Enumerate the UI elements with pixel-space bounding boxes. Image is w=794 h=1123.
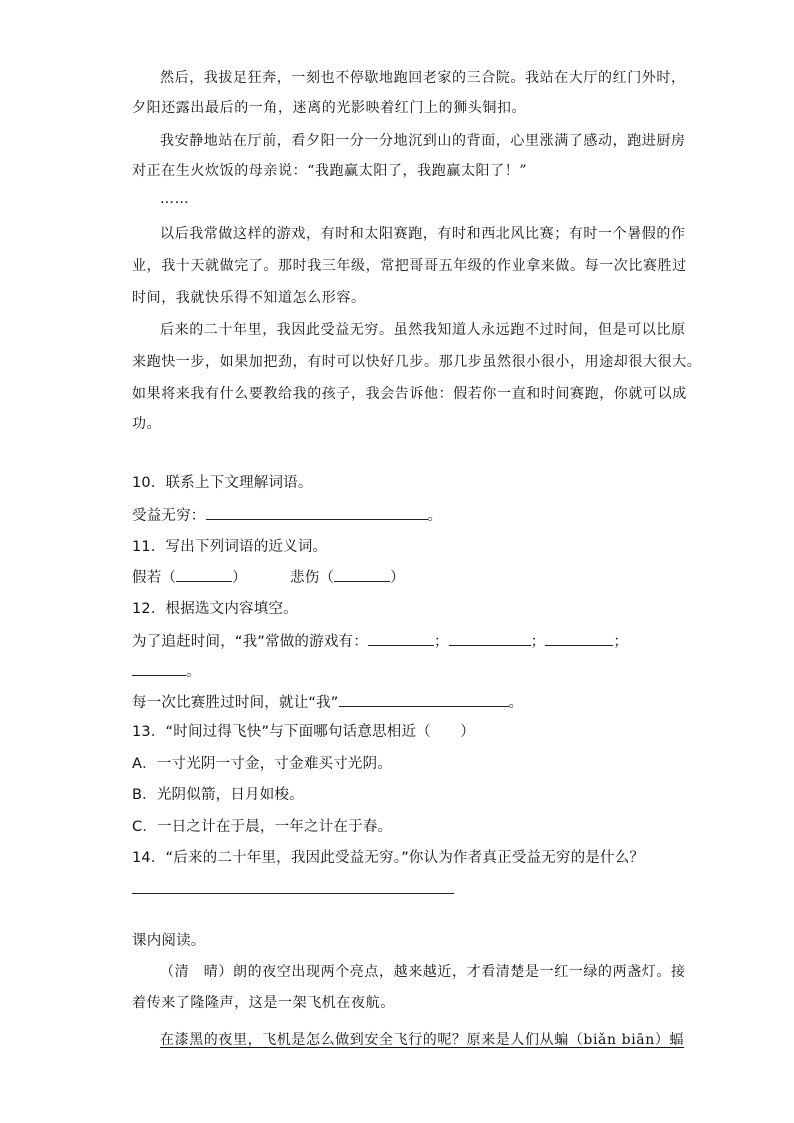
section-2-underlined-line: 在漆黑的夜里，飞机是怎么做到安全飞行的呢？原来是人们从蝙（biǎn biān）蝠 — [160, 1032, 685, 1048]
section-2-line: （清 晴）朗的夜空出现两个亮点，越来越近，才看清楚是一红一绿的两盏灯。接 — [160, 964, 686, 980]
question-11-blank-2[interactable] — [334, 567, 390, 582]
passage-line: 然后，我拔足狂奔，一刻也不停歇地跑回老家的三合院。我站在大厅的红门外时， — [160, 70, 686, 86]
question-12-line-2: 。 — [132, 661, 201, 682]
passage-line: 以后我常做这样的游戏，有时和太阳赛跑，有时和西北风比赛；有时一个暑假的作 — [160, 226, 686, 242]
question-12-blank-4[interactable] — [132, 661, 186, 676]
question-12-prompt: 12．根据选文内容填空。 — [132, 601, 298, 617]
passage-line: 业，我十天就做完了。那时我三年级，常把哥哥五年级的作业拿来做。每一次比赛胜过 — [132, 258, 687, 274]
passage-line: 来跑快一步，如果加把劲，有时可以快好几步。那几步虽然很小很小，用途却很大很大。 — [132, 354, 702, 370]
question-12-blank-1[interactable] — [368, 631, 434, 646]
question-10-prompt: 10．联系上下文理解词语。 — [132, 475, 313, 491]
question-11-prompt: 11．写出下列词语的近义词。 — [132, 539, 328, 555]
question-12-blank-5[interactable] — [339, 692, 509, 707]
passage-line: 我安静地站在厅前，看夕阳一分一分地沉到山的背面，心里涨满了感动，跑进厨房 — [160, 133, 686, 149]
question-14-prompt: 14．“后来的二十年里，我因此受益无穷。”你认为作者真正受益无穷的是什么？ — [132, 850, 645, 866]
question-12-line-3: 每一次比赛胜过时间，就让“我” 。 — [132, 692, 523, 713]
question-13-option-a[interactable]: A．一寸光阴一寸金，寸金难买寸光阴。 — [132, 756, 393, 772]
question-14-answer-line[interactable] — [132, 893, 454, 894]
question-13-prompt: 13．“时间过得飞快”与下面哪句话意思相近（ ） — [132, 724, 475, 740]
question-11-word-1: 假若（ ） — [132, 567, 247, 588]
passage-line: 后来的二十年里，我因此受益无穷。虽然我知道人永远跑不过时间，但是可以比原 — [160, 322, 686, 338]
question-10-term: 受益无穷： — [132, 508, 206, 524]
passage-line: 如果将来我有什么要教给我的孩子，我会告诉他：假若你一直和时间赛跑，你就可以成 — [132, 386, 687, 402]
question-10-end: 。 — [427, 508, 443, 524]
question-13-option-c[interactable]: C．一日之计在于晨，一年之计在于春。 — [132, 819, 393, 835]
passage-line: 夕阳还露出最后的一角，迷离的光影映着红门上的狮头铜扣。 — [132, 100, 527, 116]
passage-line: …… — [160, 191, 190, 207]
question-11-blank-1[interactable] — [176, 567, 232, 582]
question-12-line-1: 为了追赶时间，“我”常做的游戏有： ； ； ； — [132, 631, 628, 652]
section-2-heading: 课内阅读。 — [132, 933, 206, 949]
question-10-blank[interactable] — [206, 505, 428, 520]
question-11-word-2: 悲伤（ ） — [290, 567, 405, 588]
question-12-blank-3[interactable] — [545, 631, 613, 646]
question-12-blank-2[interactable] — [449, 631, 531, 646]
passage-line: 对正在生火炊饭的母亲说：“我跑赢太阳了，我跑赢太阳了！” — [132, 163, 528, 179]
passage-line: 功。 — [132, 416, 162, 432]
question-13-option-b[interactable]: B．光阴似箭，日月如梭。 — [132, 787, 304, 803]
section-2-line: 着传来了隆隆声，这是一架飞机在夜航。 — [132, 995, 395, 1011]
question-10-answer-row — [132, 505, 442, 526]
passage-line: 时间，我就快乐得不知道怎么形容。 — [132, 290, 366, 306]
